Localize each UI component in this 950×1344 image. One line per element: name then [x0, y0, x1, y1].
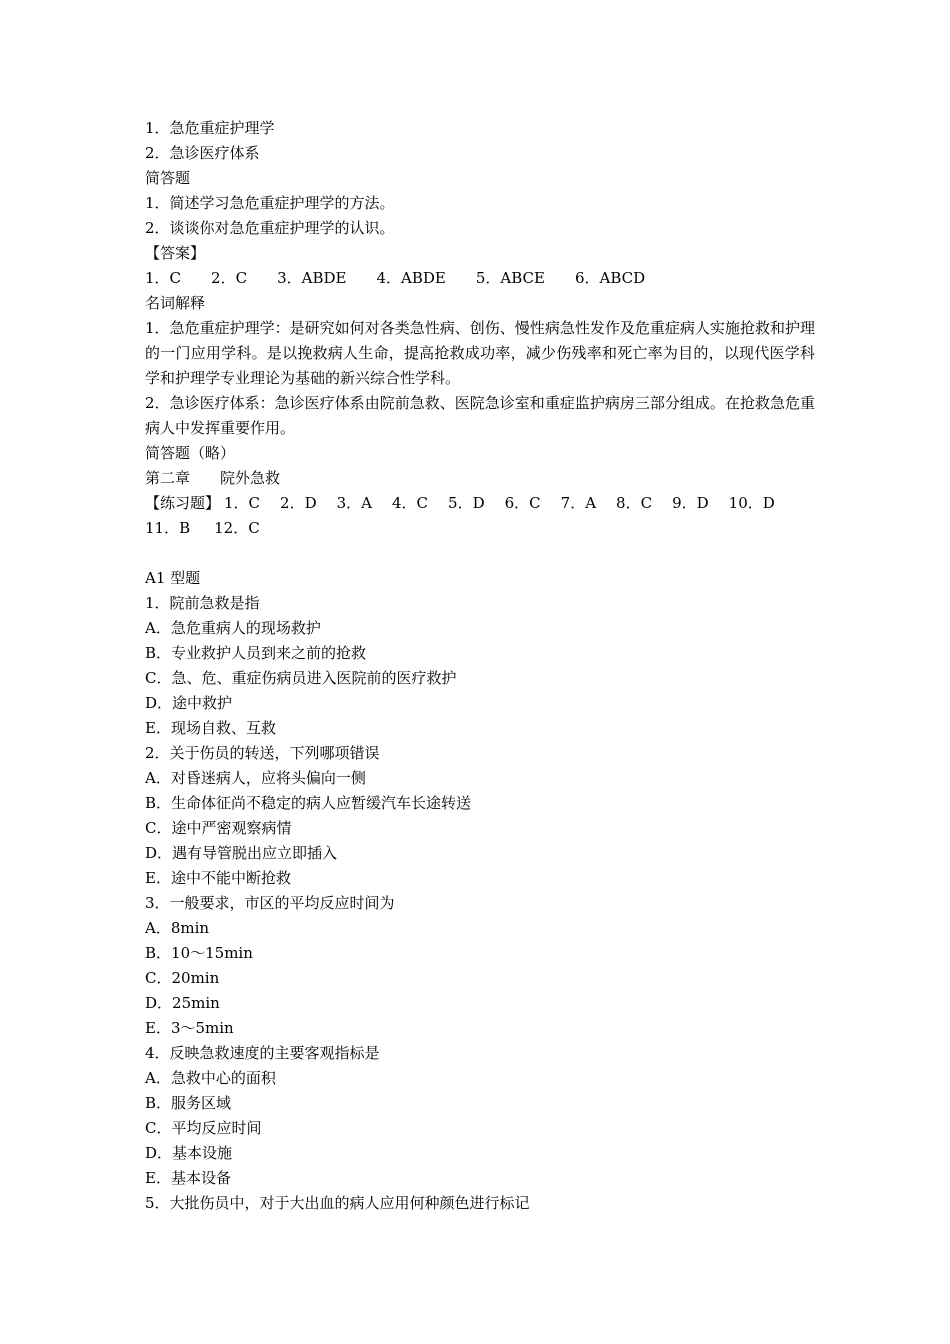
question-option: E．3～5min: [145, 1019, 234, 1037]
question-block: [145, 591, 815, 741]
question-option: B．10～15min: [145, 944, 253, 962]
answer-item: 6．ABCD: [574, 269, 646, 287]
term-item: 2．急诊医疗体系: [145, 144, 260, 162]
answer-item: 4．ABDE: [376, 269, 446, 287]
term-item: 1．急危重症护理学: [145, 119, 275, 137]
question-option: D．遇有导管脱出应立即插入: [145, 844, 338, 862]
practice-answer: 4．C: [392, 494, 429, 512]
practice-answer: 11．B: [145, 519, 191, 537]
question-stem: 3．一般要求，市区的平均反应时间为: [145, 894, 395, 912]
practice-answer: 12．C: [214, 519, 260, 537]
practice-answer-row: [145, 516, 815, 541]
practice-answer: 3．A: [336, 494, 373, 512]
question-option: D．途中救护: [145, 694, 233, 712]
practice-answer: 2．D: [280, 494, 317, 512]
practice-answer-row: [145, 491, 815, 516]
question-block: [145, 741, 815, 891]
short-answer-note: 简答题（略）: [145, 444, 236, 462]
question-option: D．基本设施: [145, 1144, 233, 1162]
question-stem: 2．关于伤员的转送，下列哪项错误: [145, 744, 380, 762]
definition-paragraph: 1．急危重症护理学：是研究如何对各类急性病、创伤、慢性病急性发作及危重症病人实施抢救和护理的一门应用学科。是以挽救病人生命，提高抢救成功率，减少伤残率和死亡率为目的，以现代医学科学和护理学专业理论为基础的新兴综合性学科。: [145, 319, 815, 387]
question-stem: 4．反映急救速度的主要客观指标是: [145, 1044, 380, 1062]
question-stem: 1．院前急救是指: [145, 594, 260, 612]
question-option: B．专业救护人员到来之前的抢救: [145, 644, 367, 662]
practice-answer: 9．D: [672, 494, 709, 512]
short-question: 2．谈谈你对急危重症护理学的认识。: [145, 219, 395, 237]
chapter-title: 第二章 院外急救: [145, 469, 281, 487]
question-option: B．服务区域: [145, 1094, 232, 1112]
section-heading: 名词解释: [145, 294, 206, 312]
practice-answer: 5．D: [448, 494, 485, 512]
question-option: C．急、危、重症伤病员进入医院前的医疗救护: [145, 669, 457, 687]
question-block: [145, 1041, 815, 1191]
answer-item: 1．C: [145, 269, 182, 287]
question-stem: 5．大批伤员中，对于大出血的病人应用何种颜色进行标记: [145, 1194, 530, 1212]
question-option: C．平均反应时间: [145, 1119, 262, 1137]
answer-heading: 【答案】: [145, 244, 206, 262]
answer-item: 5．ABCE: [475, 269, 545, 287]
definition-paragraph: 2．急诊医疗体系：急诊医疗体系由院前急救、医院急诊室和重症监护病房三部分组成。在抢救急危重病人中发挥重要作用。: [145, 394, 815, 437]
answer-row: [145, 266, 815, 291]
practice-answer: 6．C: [504, 494, 541, 512]
question-option: C．20min: [145, 969, 220, 987]
question-option: C．途中严密观察病情: [145, 819, 292, 837]
practice-answer: 1．C: [224, 494, 261, 512]
practice-label: 【练习题】: [145, 494, 221, 512]
question-option: B．生命体征尚不稳定的病人应暂缓汽车长途转送: [145, 794, 472, 812]
question-option: A．8min: [145, 919, 210, 937]
section-heading: 简答题: [145, 169, 191, 187]
practice-answer: 8．C: [616, 494, 653, 512]
question-block: [145, 891, 815, 1041]
question-option: E．现场自救、互救: [145, 719, 276, 737]
question-option: D．25min: [145, 994, 220, 1012]
answer-item: 2．C: [211, 269, 248, 287]
document-body: [145, 116, 815, 1216]
practice-answer: 7．A: [560, 494, 597, 512]
short-question: 1．简述学习急危重症护理学的方法。: [145, 194, 395, 212]
question-option: E．基本设备: [145, 1169, 231, 1187]
question-option: A．急救中心的面积: [145, 1069, 276, 1087]
question-option: E．途中不能中断抢救: [145, 869, 291, 887]
practice-answer: 10．D: [728, 494, 775, 512]
question-option: A．对昏迷病人，应将头偏向一侧: [145, 769, 366, 787]
question-type-heading: A1 型题: [145, 569, 201, 587]
blank-line: [145, 541, 815, 566]
question-option: A．急危重病人的现场救护: [145, 619, 321, 637]
answer-item: 3．ABDE: [277, 269, 347, 287]
question-block: [145, 1191, 815, 1216]
